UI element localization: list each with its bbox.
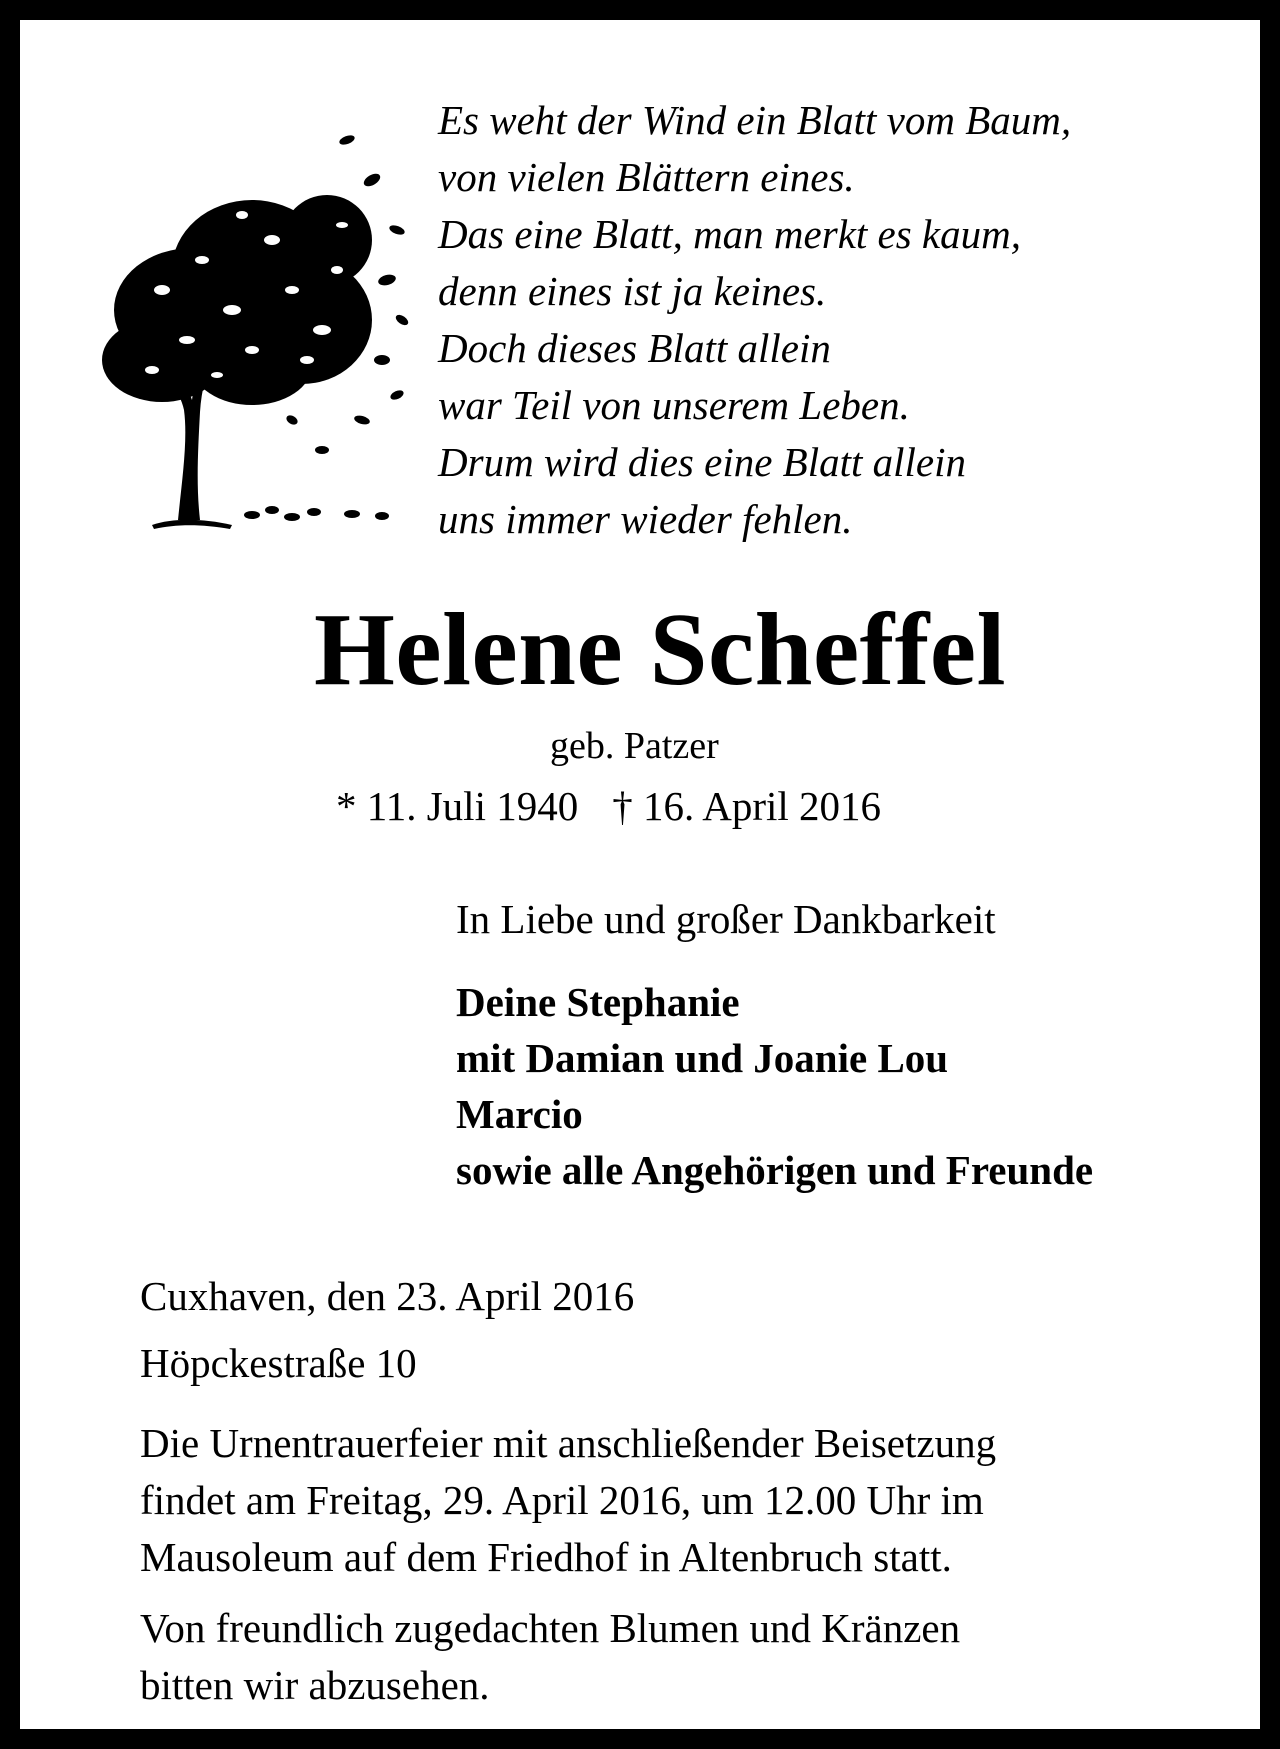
poem-line: war Teil von unserem Leben. bbox=[438, 382, 910, 428]
flowers-request bbox=[140, 1600, 1220, 1714]
poem-line: Es weht der Wind ein Blatt vom Baum, bbox=[438, 97, 1072, 143]
mourner-line: Deine Stephanie bbox=[456, 979, 740, 1025]
birth-date: * 11. Juli 1940 bbox=[336, 783, 579, 829]
deceased-name: Helene Scheffel bbox=[314, 592, 1006, 707]
mourners-list bbox=[456, 974, 1093, 1198]
life-dates bbox=[336, 781, 881, 831]
obituary-notice bbox=[18, 18, 1262, 1731]
mourner-line: Marcio bbox=[456, 1091, 583, 1137]
mourner-line: mit Damian und Joanie Lou bbox=[456, 1035, 949, 1081]
poem-line: denn eines ist ja keines. bbox=[438, 268, 827, 314]
flowers-line: bitten wir abzusehen. bbox=[140, 1662, 490, 1708]
ceremony-line: Mausoleum auf dem Friedhof in Altenbruch statt. bbox=[140, 1534, 952, 1580]
dedication: In Liebe und großer Dankbarkeit bbox=[456, 896, 996, 942]
ceremony-info bbox=[140, 1415, 1220, 1586]
death-date: † 16. April 2016 bbox=[612, 783, 882, 829]
mourner-line: sowie alle Angehörigen und Freunde bbox=[456, 1147, 1094, 1193]
ceremony-line: findet am Freitag, 29. April 2016, um 12.00 Uhr im bbox=[140, 1477, 984, 1523]
birth-name: geb. Patzer bbox=[550, 725, 719, 767]
flowers-line: Von freundlich zugedachten Blumen und Kränzen bbox=[140, 1605, 961, 1651]
address: Höpckestraße 10 bbox=[140, 1340, 417, 1386]
poem-line: uns immer wieder fehlen. bbox=[438, 496, 853, 542]
ceremony-line: Die Urnentrauerfeier mit anschließender Beisetzung bbox=[140, 1420, 997, 1466]
place-and-date: Cuxhaven, den 23. April 2016 bbox=[140, 1273, 635, 1319]
poem-line: von vielen Blättern eines. bbox=[438, 154, 855, 200]
poem-line: Drum wird dies eine Blatt allein bbox=[438, 439, 967, 485]
windblown-tree-icon bbox=[92, 120, 412, 530]
poem-line: Das eine Blatt, man merkt es kaum, bbox=[438, 211, 1021, 257]
memorial-poem bbox=[438, 92, 1071, 548]
poem-line: Doch dieses Blatt allein bbox=[438, 325, 831, 371]
